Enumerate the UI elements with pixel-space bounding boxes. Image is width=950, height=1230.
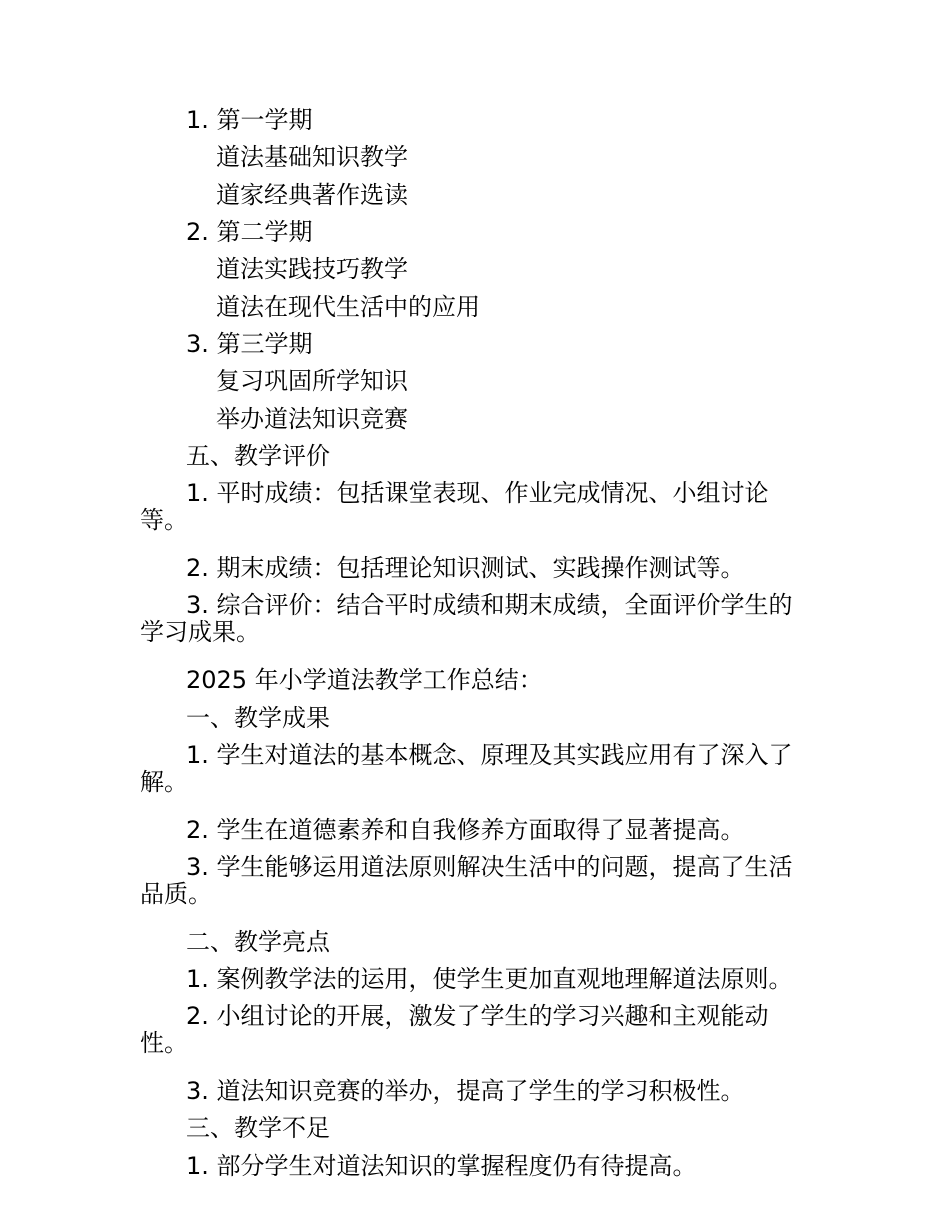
highlights-item-3: 3. 道法知识竞赛的举办，提高了学生的学习积极性。 [186,1076,745,1105]
section-heading-highlights: 二、教学亮点 [186,927,330,956]
semester-2-heading: 2. 第二学期 [186,218,313,247]
semester-3-item-2: 举办道法知识竞赛 [216,404,408,433]
results-item-1: 1. 学生对道法的基本概念、原理及其实践应用有了深入了 [186,740,793,769]
highlights-item-1: 1. 案例教学法的运用，使学生更加直观地理解道法原则。 [186,964,793,993]
semester-3-item-1: 复习巩固所学知识 [216,367,408,396]
evaluation-item-1: 1. 平时成绩：包括课堂表现、作业完成情况、小组讨论 [186,479,769,508]
semester-1-item-1: 道法基础知识教学 [216,143,408,172]
section-heading-evaluation: 五、教学评价 [186,442,330,471]
section-heading-results: 一、教学成果 [186,703,330,732]
evaluation-item-2: 2. 期末成绩：包括理论知识测试、实践操作测试等。 [186,554,745,583]
section-heading-shortcomings: 三、教学不足 [186,1114,330,1143]
shortcomings-item-1: 1. 部分学生对道法知识的掌握程度仍有待提高。 [186,1151,697,1180]
semester-3-heading: 3. 第三学期 [186,330,313,359]
results-item-3-continued: 品质。 [140,879,212,908]
highlights-item-2: 2. 小组讨论的开展，激发了学生的学习兴趣和主观能动 [186,1002,769,1031]
semester-1-item-2: 道家经典著作选读 [216,180,408,209]
summary-title: 2025 年小学道法教学工作总结： [186,666,543,695]
semester-1-heading: 1. 第一学期 [186,106,313,134]
evaluation-item-1-continued: 等。 [140,506,188,535]
highlights-item-2-continued: 性。 [140,1029,188,1058]
semester-2-item-1: 道法实践技巧教学 [216,255,408,284]
document-body [140,102,820,1185]
results-item-1-continued: 解。 [140,767,188,796]
evaluation-item-3: 3. 综合评价：结合平时成绩和期末成绩，全面评价学生的 [186,591,793,620]
evaluation-item-3-continued: 学习成果。 [140,618,260,647]
results-item-3: 3. 学生能够运用道法原则解决生活中的问题，提高了生活 [186,852,793,881]
semester-2-item-2: 道法在现代生活中的应用 [216,292,480,321]
results-item-2: 2. 学生在道德素养和自我修养方面取得了显著提高。 [186,815,745,844]
